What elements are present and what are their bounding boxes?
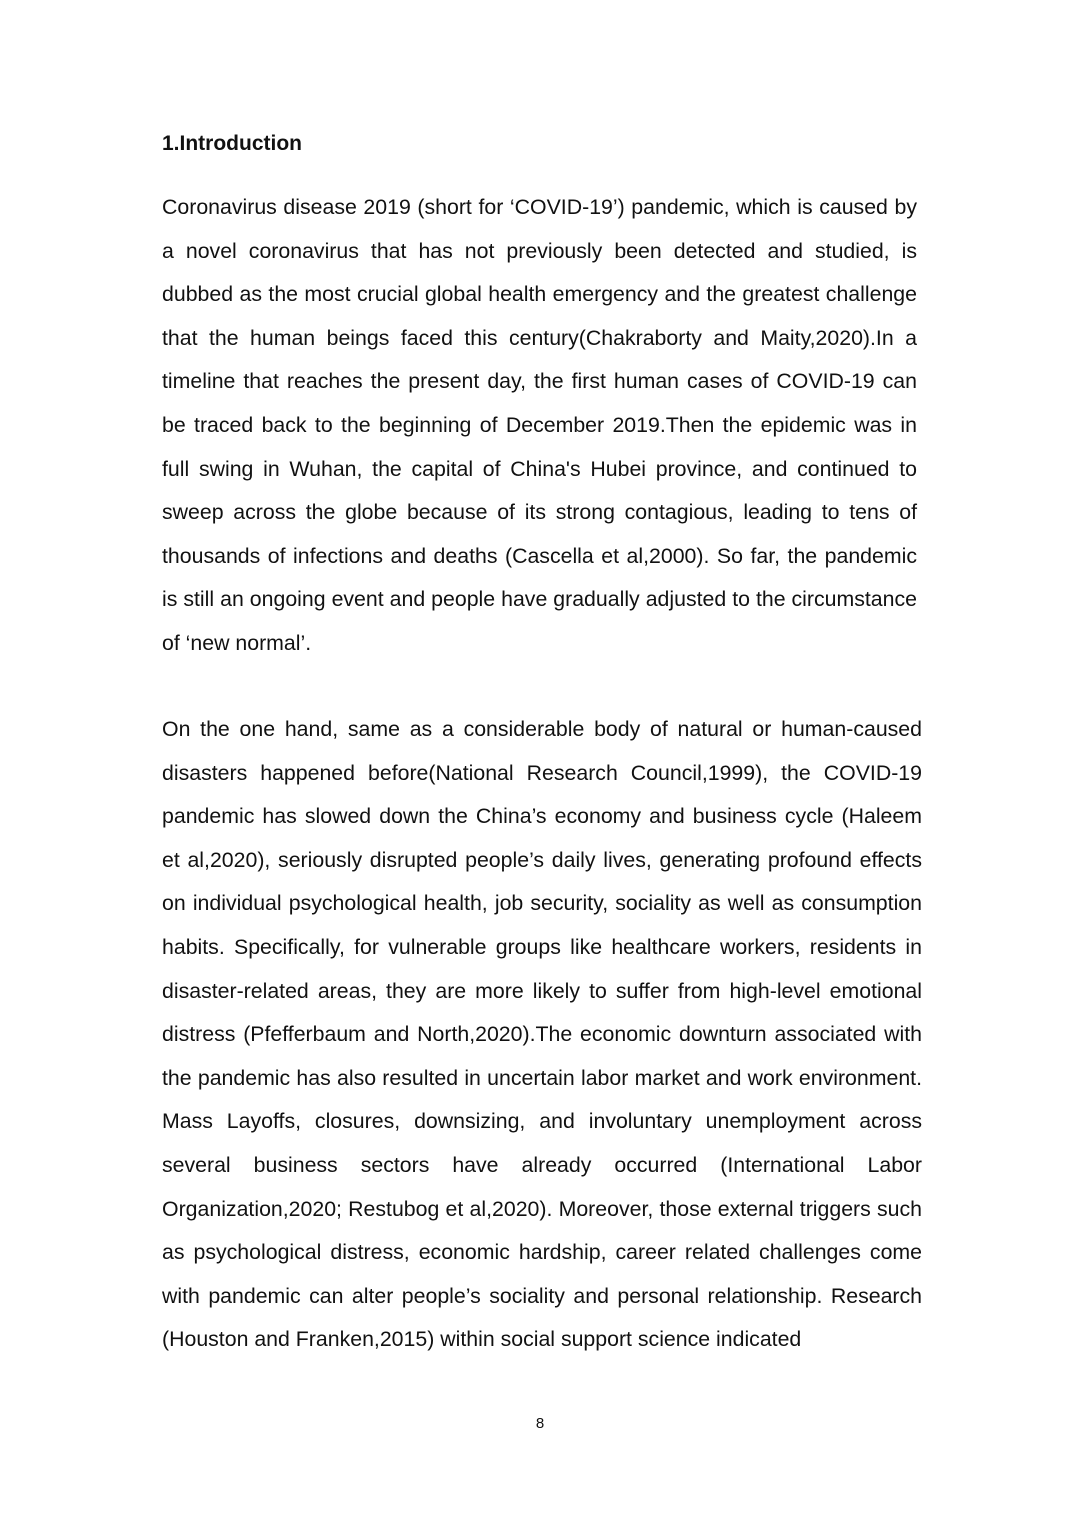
body-paragraph-1: Coronavirus disease 2019 (short for ‘COVID-19’) pandemic, which is caused by a novel coronavirus that has not previously been detected and studied, is dubbed as the most crucial global health emergency and the greatest challenge that the human beings faced this century(Chakraborty and Maity,2020).In a timeline that reaches the present day, the first human cases of COVID-19 can be traced back to the beginning of December 2019.Then the epidemic was in full swing in Wuhan, the capital of China's Hubei province, and continued to sweep across the globe because of its strong contagious, leading to tens of thousands of infections and deaths (Cascella et al,2000). So far, the pandemic is still an ongoing event and people have gradually adjusted to the circumstance of ‘new normal’. <box>162 195 917 655</box>
page-number: 8 <box>535 1415 545 1432</box>
section-heading: 1.Introduction <box>162 132 302 155</box>
body-paragraph-2: On the one hand, same as a considerable body of natural or human-caused disasters happened before(National Research Council,1999), the COVID-19 pandemic has slowed down the China’s economy and business cycle (Haleem et al,2020), seriously disrupted people’s daily lives, generating profound effects on individual psychological health, job security, sociality as well as consumption habits. Specifically, for vulnerable groups like healthcare workers, residents in disaster-related areas, they are more likely to suffer from high-level emotional distress (Pfefferbaum and North,2020).The economic downturn associated with the pandemic has also resulted in uncertain labor market and work environment. Mass Layoffs, closures, downsizing, and involuntary unemployment across several business sectors have already occurred (International Labor Organization,2020; Restubog et al,2020). Moreover, those external triggers such as psychological distress, economic hardship, career related challenges come with pandemic can alter people’s sociality and personal relationship. Research (Houston and Franken,2015) within social support science indicated <box>162 717 922 1352</box>
